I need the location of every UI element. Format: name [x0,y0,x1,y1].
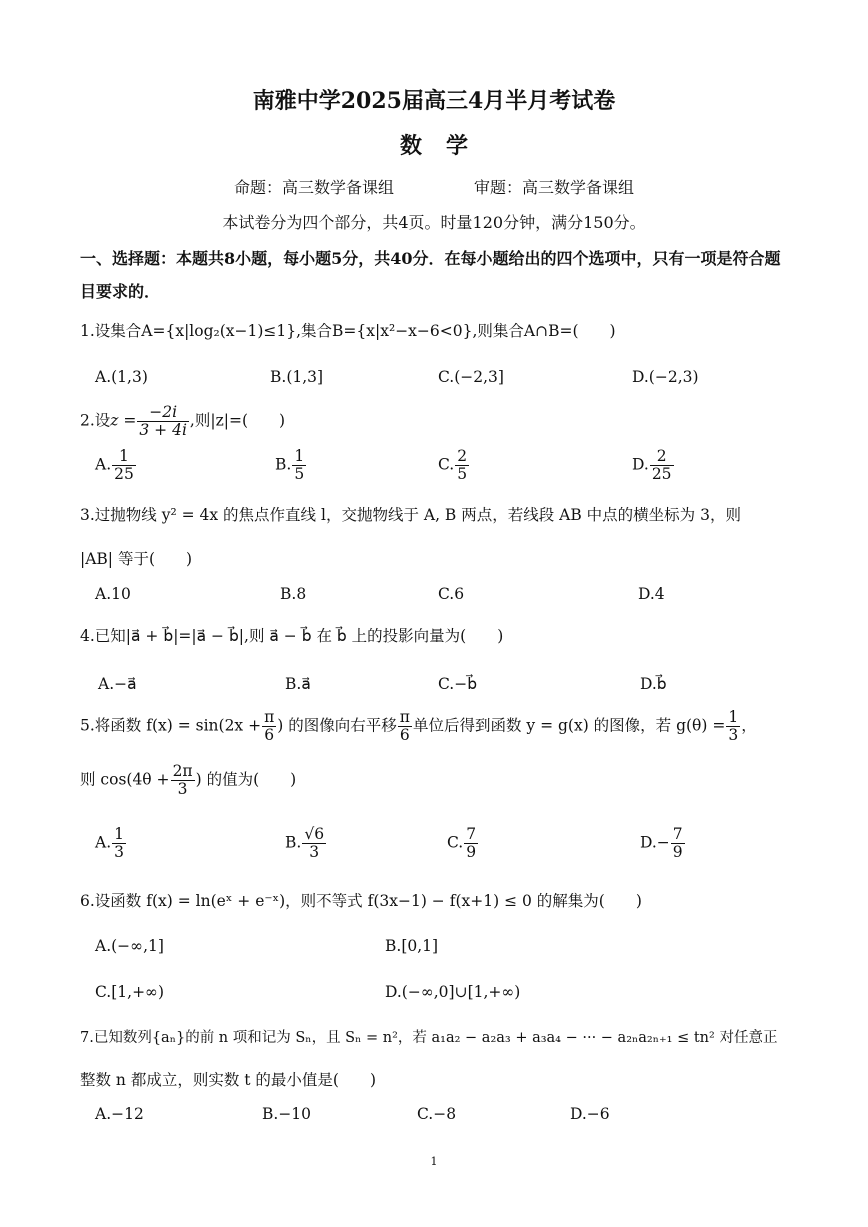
question-6-options-row-2 [95,983,795,1013]
option-a: A.−a⃗ [98,675,137,693]
option-b: B.[0,1] [385,937,439,955]
option-b: B.(1,3] [270,368,324,386]
question-7-line-2: 整数 n 都成立，则实数 t 的最小值是( ) [80,1071,377,1089]
exam-subject: 数学 [399,133,492,159]
option-a: A.(−∞,1] [95,937,164,955]
question-2: 2.设z = $\frac{-2i}{3 + 4i}$ ,则|z|=( ) [80,403,286,440]
option-d: D. $\frac{2}{25}$ [632,447,672,484]
question-7-line-1: 7.已知数列{aₙ}的前 n 项和记为 Sₙ，且 Sₙ = n²，若 a₁a₂ − a₂a₃ + a₃a₄ − ··· − a₂ₙa₂ₙ₊₁ ≤ tn² 对任意正 [80,1030,778,1046]
option-d: D.− $\frac{7}{9}$ [640,825,683,862]
option-a: A.(1,3) [95,368,148,386]
question-3-line-1: 3.过抛物线 y² = 4x 的焦点作直线 l，交抛物线于 A, B 两点，若线段 AB 中点的横坐标为 3，则 [80,506,741,524]
option-d: D.b⃗ [640,675,667,693]
option-b: B.−10 [262,1105,312,1123]
author-credit: 命题：高三数学备课组 [233,178,394,197]
option-b: B.a⃗ [285,675,311,693]
question-5-options [95,825,795,862]
question-6: 6.设函数 f(x) = ln(eˣ + e⁻ˣ)，则不等式 f(3x−1) − f(x+1) ≤ 0 的解集为( ) [80,892,642,910]
question-4-options [95,675,795,705]
option-a: A. $\frac{1}{3}$ [95,825,124,862]
option-c: C.(−2,3] [438,368,504,386]
option-d: D.4 [638,585,665,603]
option-d: D.(−∞,0]∪[1,+∞) [385,983,521,1001]
question-3-options [95,585,795,615]
section-heading: 一、选择题：本题共8小题，每小题5分，共40分．在每小题给出的四个选项中，只有一项是符合题目要求的． [80,249,781,301]
fraction: $\frac{-2i}{3 + 4i}$ [139,403,187,440]
option-d: D.(−2,3) [632,368,699,386]
option-b: B.8 [280,585,307,603]
option-c: C. $\frac{7}{9}$ [447,825,477,862]
option-a: A.−12 [95,1105,144,1123]
reviewer-credit: 审题：高三数学备课组 [474,178,635,197]
question-6-options-row-1 [95,937,795,967]
option-b: B. $\frac{1}{5}$ [275,447,305,484]
question-5-line-1: 5.将函数 f(x) = sin(2x + $\frac{\pi}{6}$ ) 的图像向右平移 $\frac{\pi}{6}$ 单位后得到函数 y = g(x) 的图像，若 g(θ) = $\frac{1}{3}$ ， [80,708,757,745]
question-2-options [95,447,795,484]
option-d: D.−6 [570,1105,610,1123]
question-4: 4.已知|a⃗ + b⃗|=|a⃗ − b⃗|,则 a⃗ − b⃗ 在 b⃗ 上的投影向量为( ) [80,627,504,645]
exam-info: 本试卷分为四个部分，共4页。时量120分钟，满分150分。 [222,213,646,232]
option-c: C. $\frac{2}{5}$ [438,447,468,484]
option-a: A. $\frac{1}{25}$ [95,447,134,484]
exam-authors [0,178,868,198]
question-1: 1.设集合A={x|log₂(x−1)≤1},集合B={x|x²−x−6<0},则集合A∩B=( ) [80,322,616,340]
question-3-line-2: |AB| 等于( ) [80,550,193,568]
option-c: C.−b⃗ [438,675,478,693]
question-1-options [95,368,795,398]
question-7-options [95,1105,795,1135]
option-c: C.6 [438,585,465,603]
option-c: C.[1,+∞) [95,983,165,1001]
option-c: C.−8 [417,1105,457,1123]
option-a: A.10 [95,585,131,603]
page-number: 1 [430,1155,438,1168]
question-5-line-2: 则 cos(4θ + $\frac{2\pi}{3}$ ) 的值为( ) [80,762,297,799]
exam-title: 南雅中学2025届高三4月半月考试卷 [252,88,616,114]
option-b: B. $\frac{√6}{3}$ [285,825,325,862]
